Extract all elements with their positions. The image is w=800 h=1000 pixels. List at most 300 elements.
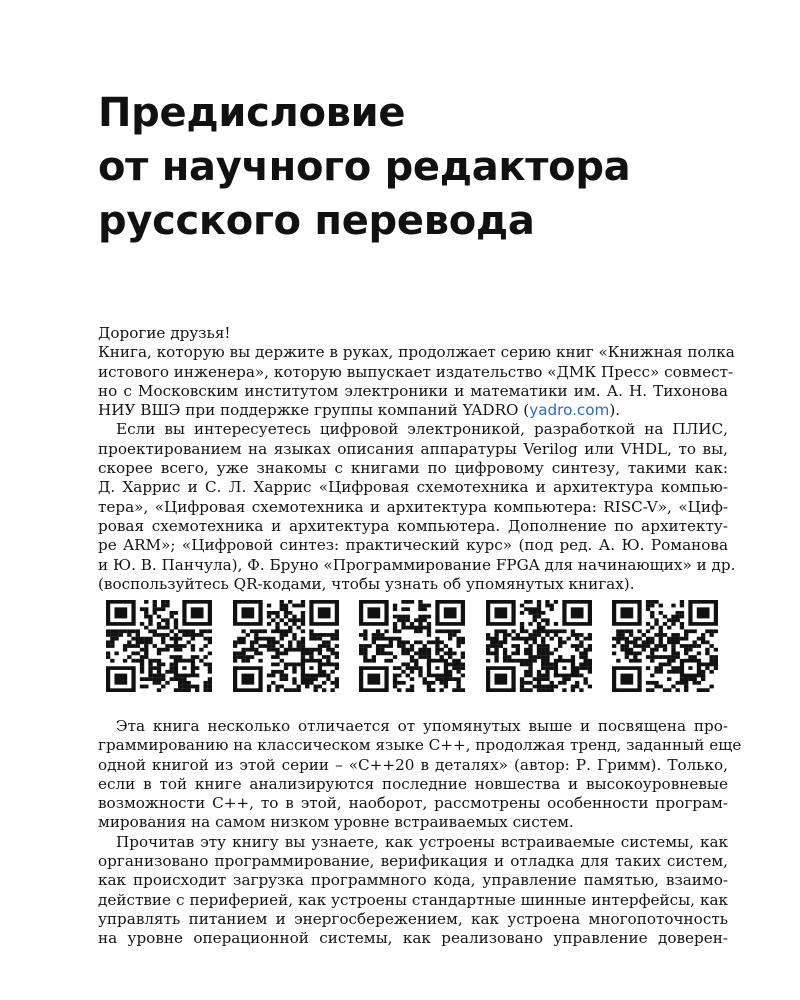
qr-module — [541, 611, 545, 615]
qr-module — [191, 637, 195, 641]
qr-module — [317, 644, 321, 648]
qr-module — [418, 670, 422, 674]
qr-module — [663, 644, 667, 648]
qr-module — [165, 626, 169, 630]
qr-module — [667, 688, 671, 692]
qr-module — [148, 670, 152, 674]
qr-module — [461, 637, 465, 641]
qr-module — [292, 681, 296, 685]
qr-module — [688, 655, 692, 659]
qr-module — [570, 688, 574, 692]
qr-module — [191, 607, 204, 618]
qr-module — [401, 626, 405, 630]
qr-module — [275, 688, 279, 692]
qr-module — [271, 629, 275, 633]
qr-module — [427, 688, 431, 692]
qr-module — [296, 644, 300, 648]
qr-module — [305, 685, 309, 689]
qr-module — [671, 648, 675, 652]
qr-module — [553, 648, 557, 652]
qr-module — [515, 633, 519, 637]
qr-module — [435, 644, 439, 648]
qr-module — [444, 681, 448, 685]
qr-module — [148, 659, 152, 663]
qr-module — [309, 633, 313, 637]
qr-module — [654, 681, 658, 685]
qr-module — [663, 655, 667, 659]
qr-module — [106, 651, 110, 655]
qr-module — [119, 629, 123, 633]
qr-module — [461, 640, 465, 644]
qr-module — [144, 677, 148, 681]
qr-module — [570, 633, 574, 637]
qr-module — [456, 677, 460, 681]
qr-module — [300, 655, 304, 659]
qr-module — [187, 685, 191, 689]
qr-module — [494, 648, 498, 652]
qr-module — [317, 648, 321, 652]
qr-module — [456, 681, 460, 685]
qr-module — [494, 659, 498, 663]
qr-module — [148, 674, 152, 678]
qr-module — [671, 670, 675, 674]
qr-module — [174, 637, 178, 641]
qr-module — [237, 655, 241, 659]
qr-module — [498, 644, 502, 648]
qr-module — [182, 688, 186, 692]
qr-module — [153, 666, 157, 670]
qr-module — [309, 651, 313, 655]
qr-module — [545, 666, 549, 670]
qr-module — [174, 655, 178, 659]
text-fragment: ). — [609, 401, 621, 420]
qr-module — [136, 651, 140, 655]
qr-module — [127, 633, 131, 637]
text-line: истового инженера», которую выпускает издательство «ДМК Пресс» совмест- — [98, 362, 734, 381]
qr-code-icon[interactable] — [106, 600, 212, 692]
qr-module — [363, 655, 367, 659]
qr-module — [275, 626, 279, 630]
qr-module — [545, 644, 549, 648]
qr-module — [684, 688, 688, 692]
qr-module — [187, 681, 191, 685]
qr-module — [401, 663, 405, 667]
qr-code-icon[interactable] — [486, 600, 592, 692]
qr-module — [144, 607, 148, 611]
qr-module — [182, 633, 186, 637]
qr-module — [279, 685, 283, 689]
qr-module — [549, 681, 553, 685]
qr-module — [359, 648, 363, 652]
qr-module — [507, 633, 511, 637]
qr-module — [528, 648, 532, 652]
qr-module — [536, 604, 540, 608]
qr-module — [705, 666, 709, 670]
qr-module — [486, 637, 490, 641]
title-line: Предисловие — [98, 90, 406, 136]
qr-module — [106, 640, 110, 644]
qr-module — [574, 670, 578, 674]
qr-module — [528, 688, 532, 692]
qr-module — [195, 666, 199, 670]
qr-code-icon[interactable] — [233, 600, 339, 692]
text-block-lower — [98, 717, 742, 949]
qr-module — [709, 633, 713, 637]
qr-module — [553, 685, 557, 689]
qr-module — [283, 607, 287, 611]
qr-module — [153, 681, 157, 685]
qr-module — [659, 663, 663, 667]
qr-module — [300, 622, 304, 626]
qr-module — [532, 629, 536, 633]
qr-module — [423, 651, 427, 655]
qr-module — [511, 644, 515, 648]
qr-module — [659, 626, 663, 630]
qr-module — [279, 677, 283, 681]
qr-module — [418, 607, 422, 611]
qr-module — [233, 651, 237, 655]
qr-module — [334, 655, 338, 659]
qr-module — [279, 604, 283, 608]
qr-module — [646, 629, 650, 633]
qr-module — [659, 633, 663, 637]
qr-code-icon[interactable] — [359, 600, 465, 692]
qr-module — [203, 681, 207, 685]
qr-module — [241, 607, 254, 618]
qr-module — [667, 677, 671, 681]
qr-module — [616, 640, 620, 644]
qr-module — [541, 637, 545, 641]
qr-module — [587, 663, 591, 667]
qr-module — [435, 651, 439, 655]
qr-module — [519, 622, 523, 626]
qr-module — [536, 674, 540, 678]
qr-module — [625, 651, 629, 655]
qr-module — [127, 629, 131, 633]
qr-module — [676, 640, 680, 644]
qr-module — [283, 648, 287, 652]
qr-module — [317, 651, 321, 655]
qr-module — [684, 685, 688, 689]
qr-module — [300, 677, 304, 681]
qr-module — [380, 644, 384, 648]
qr-module — [566, 677, 570, 681]
qr-module — [423, 644, 427, 648]
text-line: мирования на самом низком уровне встраиваемых систем. — [98, 813, 574, 832]
text-line: Эта книга несколько отличается от упомянутых выше и посвящена про- — [116, 717, 728, 735]
qr-module — [271, 674, 275, 678]
qr-module — [106, 644, 110, 648]
qr-module — [178, 685, 182, 689]
qr-module — [296, 648, 300, 652]
qr-module — [401, 644, 405, 648]
qr-module — [558, 655, 562, 659]
qr-module — [709, 670, 713, 674]
qr-module — [389, 651, 393, 655]
qr-module — [410, 644, 414, 648]
qr-module — [148, 622, 152, 626]
qr-module — [153, 604, 157, 608]
qr-module — [376, 633, 380, 637]
qr-module — [625, 655, 629, 659]
qr-module — [502, 629, 506, 633]
qr-module — [157, 659, 161, 663]
qr-module — [629, 659, 633, 663]
qr-module — [461, 666, 465, 670]
qr-module — [258, 637, 262, 641]
qr-module — [262, 629, 266, 633]
qr-module — [140, 637, 144, 641]
qr-module — [174, 640, 178, 644]
qr-module — [266, 644, 270, 648]
qr-module — [334, 629, 338, 633]
qr-module — [174, 618, 178, 622]
qr-module — [208, 629, 212, 633]
qr-module — [334, 633, 338, 637]
qr-code-icon[interactable] — [612, 600, 718, 692]
qr-module — [684, 644, 688, 648]
qr-module — [321, 640, 325, 644]
qr-module — [714, 659, 718, 663]
qr-module — [406, 615, 410, 619]
qr-module — [123, 659, 127, 663]
qr-module — [705, 688, 709, 692]
qr-module — [528, 663, 532, 667]
qr-module — [140, 663, 144, 667]
qr-module — [502, 648, 506, 652]
qr-module — [549, 685, 553, 689]
qr-module — [620, 674, 633, 685]
qr-module — [461, 674, 465, 678]
qr-module — [524, 670, 528, 674]
qr-module — [553, 633, 557, 637]
qr-module — [515, 648, 519, 652]
qr-module — [444, 629, 448, 633]
qr-module — [195, 674, 199, 678]
qr-module — [414, 629, 418, 633]
qr-module — [629, 629, 633, 633]
qr-module — [536, 651, 540, 655]
qr-module — [461, 688, 465, 692]
qr-module — [136, 659, 140, 663]
qr-module — [292, 688, 296, 692]
qr-module — [157, 674, 161, 678]
qr-module — [659, 666, 663, 670]
qr-module — [165, 648, 169, 652]
qr-module — [266, 622, 270, 626]
qr-module — [676, 633, 680, 637]
qr-module — [406, 600, 410, 604]
qr-module — [296, 640, 300, 644]
qr-module — [461, 655, 465, 659]
qr-module — [671, 666, 675, 670]
qr-module — [418, 626, 422, 630]
qr-module — [161, 618, 165, 622]
qr-code-graphic — [233, 600, 339, 692]
qr-module — [511, 659, 515, 663]
qr-module — [187, 640, 191, 644]
qr-module — [494, 655, 498, 659]
qr-module — [549, 688, 553, 692]
qr-module — [174, 648, 178, 652]
qr-module — [389, 640, 393, 644]
qr-module — [275, 622, 279, 626]
qr-module — [153, 629, 157, 633]
qr-module — [389, 637, 393, 641]
qr-module — [448, 655, 452, 659]
qr-module — [667, 659, 671, 663]
qr-module — [123, 644, 127, 648]
qr-module — [241, 651, 245, 655]
qr-module — [208, 640, 212, 644]
qr-module — [511, 629, 515, 633]
qr-module — [397, 615, 401, 619]
qr-module — [110, 644, 114, 648]
qr-module — [524, 663, 528, 667]
qr-module — [372, 633, 376, 637]
qr-module — [654, 600, 658, 604]
qr-module — [515, 659, 519, 663]
qr-module — [435, 637, 439, 641]
qr-module — [654, 644, 658, 648]
qr-module — [515, 637, 519, 641]
qr-module — [494, 633, 498, 637]
qr-module — [410, 666, 414, 670]
qr-module — [650, 659, 654, 663]
qr-module — [435, 677, 439, 681]
qr-module — [714, 655, 718, 659]
qr-module — [705, 663, 709, 667]
qr-module — [199, 648, 203, 652]
qr-module — [502, 633, 506, 637]
qr-module — [676, 666, 680, 670]
qr-module — [519, 677, 523, 681]
qr-module — [448, 637, 452, 641]
yadro-link[interactable]: yadro.com — [529, 401, 610, 420]
qr-module — [684, 677, 688, 681]
qr-module — [144, 600, 148, 604]
qr-module — [317, 633, 321, 637]
qr-module — [545, 633, 549, 637]
qr-module — [397, 618, 401, 622]
qr-module — [562, 629, 566, 633]
qr-module — [625, 648, 629, 652]
qr-module — [507, 659, 511, 663]
qr-module — [579, 655, 583, 659]
qr-module — [123, 629, 127, 633]
qr-module — [427, 651, 431, 655]
qr-module — [153, 659, 157, 663]
qr-module — [545, 618, 549, 622]
qr-module — [444, 651, 448, 655]
qr-module — [440, 640, 444, 644]
qr-module — [532, 637, 536, 641]
qr-module — [583, 663, 587, 667]
qr-module — [279, 651, 283, 655]
qr-module — [178, 688, 182, 692]
qr-module — [667, 663, 671, 667]
qr-module — [161, 626, 165, 630]
qr-module — [296, 688, 300, 692]
qr-module — [182, 629, 186, 633]
qr-code-graphic — [612, 600, 718, 692]
qr-module — [296, 626, 300, 630]
qr-module — [418, 655, 422, 659]
qr-module — [309, 666, 313, 670]
qr-module — [326, 659, 330, 663]
qr-module — [524, 600, 528, 604]
qr-module — [431, 640, 435, 644]
qr-module — [536, 685, 540, 689]
qr-module — [620, 648, 624, 652]
qr-module — [254, 640, 258, 644]
text-block-upper — [98, 324, 736, 594]
qr-module — [178, 644, 182, 648]
qr-module — [266, 615, 270, 619]
qr-module — [271, 640, 275, 644]
qr-module — [654, 622, 658, 626]
qr-module — [334, 681, 338, 685]
qr-module — [659, 640, 663, 644]
qr-module — [153, 611, 157, 615]
qr-module — [397, 681, 401, 685]
qr-module — [266, 637, 270, 641]
qr-module — [144, 685, 148, 689]
qr-module — [524, 688, 528, 692]
qr-module — [684, 633, 688, 637]
qr-module — [423, 677, 427, 681]
qr-module — [410, 648, 414, 652]
qr-module — [157, 648, 161, 652]
qr-module — [650, 615, 654, 619]
qr-module — [283, 651, 287, 655]
qr-module — [494, 644, 498, 648]
qr-module — [283, 611, 287, 615]
qr-module — [292, 637, 296, 641]
qr-module — [165, 670, 169, 674]
qr-module — [283, 688, 287, 692]
qr-module — [650, 611, 654, 615]
qr-module — [650, 600, 654, 604]
qr-module — [292, 622, 296, 626]
qr-module — [714, 629, 718, 633]
qr-module — [705, 640, 709, 644]
qr-module — [637, 629, 641, 633]
qr-module — [376, 629, 380, 633]
qr-module — [541, 674, 545, 678]
qr-module — [545, 685, 549, 689]
qr-module — [427, 655, 431, 659]
qr-module — [612, 637, 616, 641]
qr-module — [182, 666, 186, 670]
qr-module — [693, 644, 697, 648]
text-line: ре ARM»; «Цифровой синтез: практический курс» (под ред. А. Ю. Романова — [98, 536, 728, 555]
qr-module — [456, 663, 460, 667]
qr-module — [300, 651, 304, 655]
qr-module — [680, 611, 684, 615]
qr-module — [456, 644, 460, 648]
qr-module — [549, 666, 553, 670]
qr-module — [570, 655, 574, 659]
qr-module — [157, 666, 161, 670]
qr-module — [321, 688, 325, 692]
qr-module — [541, 651, 545, 655]
qr-module — [393, 629, 397, 633]
qr-module — [494, 651, 498, 655]
qr-module — [397, 674, 401, 678]
qr-module — [140, 655, 144, 659]
qr-module — [659, 644, 663, 648]
